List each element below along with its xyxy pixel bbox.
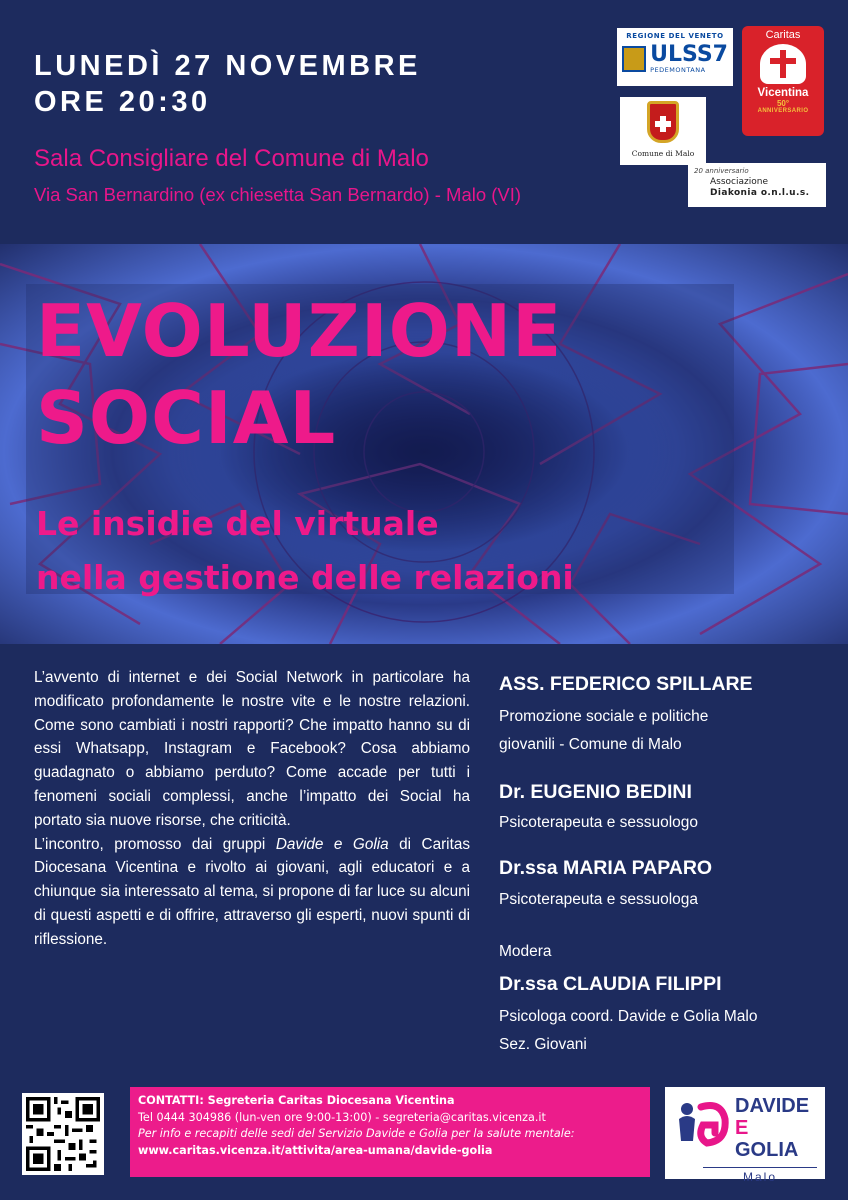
speaker-1-role xyxy=(499,703,839,759)
event-venue: Sala Consigliare del Comune di Malo xyxy=(34,145,429,172)
speaker-3-role: Psicoterapeuta e sessuologa xyxy=(499,891,699,908)
coat-of-arms-icon xyxy=(647,101,679,143)
title-line-2: SOCIAL xyxy=(36,376,337,460)
moderator-role-line-1: Psicologa coord. Davide e Golia Malo xyxy=(499,1008,758,1025)
speaker-2-role: Psicoterapeuta e sessuologo xyxy=(499,814,699,831)
description-p2-end: di Caritas Diocesana Vicentina e rivolto ai giovani, agli educatori e a chiunque sia interessato al tema, si propone di far luce su alcuni di questi aspetti e di offrire, attraverso gli esperti, nuovi spunti di riflessione. xyxy=(34,835,470,948)
caritas-top: Caritas xyxy=(765,29,801,41)
qr-code-icon[interactable] xyxy=(22,1093,104,1175)
event-address: Via San Bernardino (ex chiesetta San Bernardo) - Malo (VI) xyxy=(34,184,522,205)
description-p2-group: Davide e Golia xyxy=(275,835,389,853)
comune-label: Comune di Malo xyxy=(631,149,695,158)
caritas-name: Vicentina xyxy=(757,87,809,99)
caritas-years: 50° xyxy=(776,99,790,108)
golia-word: GOLIA xyxy=(735,1139,799,1161)
diakonia-line1: Associazione xyxy=(710,177,768,187)
subtitle-line-1: Le insidie del virtuale xyxy=(36,504,439,543)
speaker-1-name: ASS. FEDERICO SPILLARE xyxy=(499,673,753,695)
moderator-role-line-2: Sez. Giovani xyxy=(499,1036,587,1053)
speaker-2-name: Dr. EUGENIO BEDINI xyxy=(499,781,692,803)
subtitle-line-2: nella gestione delle relazioni xyxy=(36,558,574,597)
golia-line xyxy=(735,1117,817,1161)
caritas-heart-cross-icon xyxy=(760,44,806,84)
ulss-sub: PEDEMONTANA xyxy=(650,66,706,74)
moderator-name: Dr.ssa CLAUDIA FILIPPI xyxy=(499,973,722,995)
caritas-vicentina-logo xyxy=(742,26,824,136)
ulss7-logo xyxy=(617,28,733,86)
event-date-time xyxy=(34,48,421,120)
moderator-label: Modera xyxy=(499,943,552,960)
davide-place: Malo xyxy=(703,1167,817,1184)
ulss-name: ULSS7 xyxy=(650,42,728,67)
event-time: ORE 20:30 xyxy=(34,86,211,118)
moderator-role xyxy=(499,1003,839,1059)
ulss-region: REGIONE DEL VENETO xyxy=(626,32,724,40)
lion-icon xyxy=(622,46,646,72)
event-date: LUNEDÌ 27 NOVEMBRE xyxy=(34,50,421,82)
qr-code-graphic xyxy=(26,1097,100,1171)
speaker-3-name: Dr.ssa MARIA PAPARO xyxy=(499,857,713,879)
e-letter: E xyxy=(735,1117,749,1139)
davide-e-golia-logo xyxy=(665,1087,825,1184)
diakonia-anniversary: 20 anniversario xyxy=(694,167,749,175)
contact-url-link[interactable]: www.caritas.vicenza.it/attivita/area-umana/davide-golia xyxy=(138,1143,493,1157)
description-paragraph-2 xyxy=(34,833,470,952)
contact-phone-email[interactable]: Tel 0444 304986 (lun-ven ore 9:00-13:00) - segreteria@caritas.vicenza.it xyxy=(138,1110,546,1124)
davide-golia-figure-icon xyxy=(675,1097,731,1149)
diakonia-line2: Diakonia o.n.l.u.s. xyxy=(710,188,810,198)
event-description xyxy=(34,666,470,952)
description-paragraph-1: L’avvento di internet e dei Social Network in particolare ha modificato profondamente le nostre vite e le nostre relazioni. Come sono cambiati i nostri rapporti? Che impatto hanno su di essi Whatsapp, Instagram e Facebook? Cosa abbiamo guadagnato o abbiamo perduto? Come accade per tutti i fenomeni sociali complessi, anche l’impatto dei Social ha portato sia nuove risorse, che criticità. xyxy=(34,669,470,829)
speaker-1-role-line-2: giovanili - Comune di Malo xyxy=(499,736,682,753)
contact-info: Per info e recapiti delle sedi del Servizio Davide e Golia per la salute mentale: xyxy=(138,1127,575,1140)
description-p2-start: L’incontro, promosso dai gruppi xyxy=(34,835,276,853)
davide-word: DAVIDE xyxy=(735,1095,810,1117)
speaker-1-role-line-1: Promozione sociale e politiche xyxy=(499,708,709,725)
title-line-1: EVOLUZIONE xyxy=(36,289,563,373)
contact-box xyxy=(130,1087,650,1177)
comune-malo-logo xyxy=(620,97,706,165)
contact-title: CONTATTI: Segreteria Caritas Diocesana Vicentina xyxy=(138,1094,455,1107)
diakonia-logo xyxy=(688,163,826,207)
caritas-anniversary: ANNIVERSARIO xyxy=(757,108,809,114)
